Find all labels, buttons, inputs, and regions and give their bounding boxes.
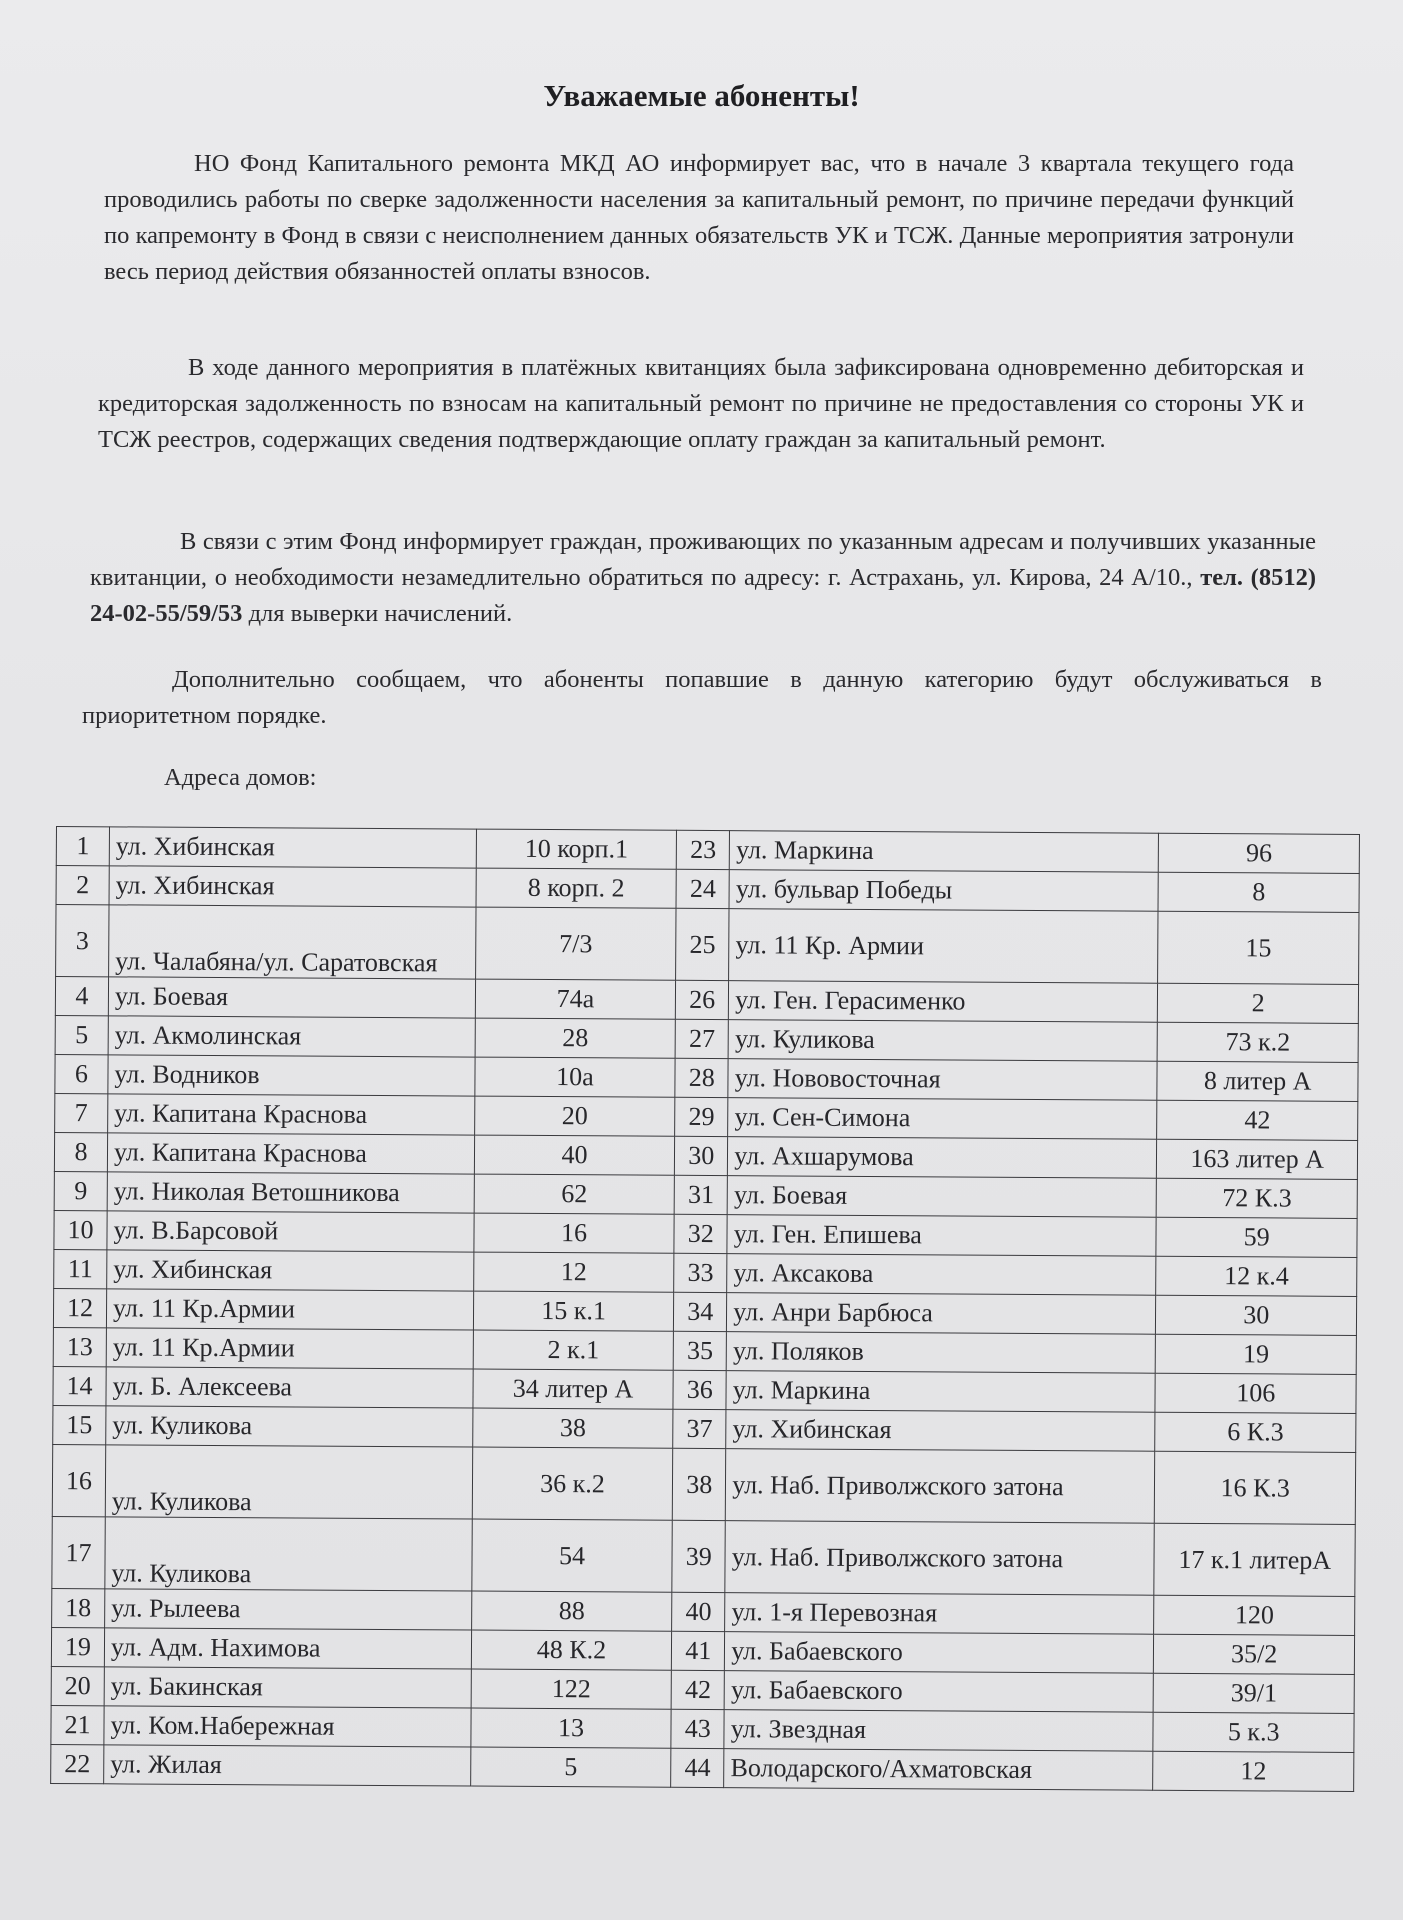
street-name: Володарского/Ахматовская (724, 1749, 1153, 1791)
row-number: 16 (52, 1444, 105, 1516)
street-name: ул. Маркина (730, 831, 1159, 873)
street-name: ул. Сен-Симона (728, 1098, 1157, 1140)
paragraph-1-text: НО Фонд Капитального ремонта МКД АО информирует вас, что в начале 3 квартала текущего года проводились работы по сверке задолженности населения за капитальный ремонт, по причине передачи функций по капремонту в Фонд в связи с неисполнением данных обязательств УК и ТСЖ. Данные мероприятия затронули весь период действия обязанностей оплаты взносов. (104, 150, 1294, 285)
row-number: 12 (53, 1288, 106, 1327)
house-number: 120 (1154, 1595, 1355, 1635)
row-number: 18 (52, 1588, 105, 1627)
row-number: 35 (673, 1331, 726, 1370)
street-name: ул. Чалабяна/ул. Саратовская (109, 905, 476, 979)
house-number: 72 К.3 (1157, 1178, 1358, 1218)
house-number: 122 (471, 1669, 672, 1709)
house-number: 8 корп. 2 (476, 868, 677, 908)
row-number: 19 (51, 1627, 104, 1666)
house-number: 38 (472, 1408, 673, 1448)
row-number: 24 (676, 869, 729, 908)
house-number: 2 (1158, 983, 1359, 1023)
street-name: ул. Хибинская (109, 866, 476, 907)
paragraph-2 (98, 350, 1304, 458)
street-name: ул. Хибинская (107, 1250, 474, 1291)
row-number: 44 (671, 1748, 724, 1787)
house-number: 5 (470, 1747, 671, 1787)
street-name: ул. Б. Алексеева (106, 1367, 473, 1408)
street-name: ул. Жилая (104, 1745, 471, 1786)
street-name: ул. 11 Кр. Армии (729, 909, 1159, 984)
house-number: 62 (474, 1174, 675, 1214)
row-number: 34 (674, 1292, 727, 1331)
street-name: ул. Бабаевского (725, 1632, 1154, 1674)
row-number: 1 (56, 827, 109, 866)
row-number: 13 (53, 1327, 106, 1366)
row-number: 23 (677, 830, 730, 869)
street-name: ул. Ахшарумова (728, 1137, 1157, 1179)
paragraph-4-text: Дополнительно сообщаем, что абоненты попавшие в данную категорию будут обслуживаться в приоритетном порядке. (82, 666, 1322, 729)
street-name: ул. Хибинская (726, 1410, 1155, 1452)
row-number: 2 (56, 866, 109, 905)
row-number: 40 (672, 1592, 725, 1631)
house-number: 88 (471, 1591, 672, 1631)
row-number: 3 (56, 905, 109, 977)
house-number: 6 К.3 (1155, 1412, 1356, 1452)
house-number: 12 к.4 (1156, 1256, 1357, 1296)
house-number: 15 (1158, 911, 1359, 984)
row-number: 4 (55, 977, 108, 1016)
row-number: 36 (673, 1370, 726, 1409)
house-number: 40 (474, 1135, 675, 1175)
street-name: ул. Наб. Приволжского затона (725, 1521, 1155, 1596)
street-name: ул. Маркина (726, 1371, 1155, 1413)
house-number: 96 (1159, 833, 1360, 873)
row-number: 9 (54, 1171, 107, 1210)
paragraph-1 (104, 146, 1294, 290)
notice-title: Уважаемые абоненты! (543, 78, 860, 113)
house-number: 7/3 (475, 907, 676, 980)
street-name: ул. Ген. Епишева (727, 1215, 1156, 1257)
addresses-table (50, 826, 1360, 1792)
house-number: 13 (471, 1708, 672, 1748)
house-number: 8 литер А (1157, 1061, 1358, 1101)
paragraph-3-text: В связи с этим Фонд информирует граждан, проживающих по указанным адресам и получивших указанные квитанции, о необходимости незамедлительно обратиться по адресу: г. Астрахань, ул. Кирова, 24 А/10., (90, 528, 1316, 591)
street-name: ул. Адм. Нахимова (104, 1628, 471, 1669)
house-number: 34 литер А (473, 1369, 674, 1409)
street-name: ул. Звездная (724, 1710, 1153, 1752)
house-number: 30 (1156, 1295, 1357, 1335)
row-number: 30 (675, 1136, 728, 1175)
street-name: ул. Боевая (727, 1176, 1156, 1218)
house-number: 39/1 (1154, 1673, 1355, 1713)
house-number: 12 (1153, 1751, 1354, 1791)
table-row (56, 905, 1359, 985)
row-number: 17 (52, 1516, 105, 1588)
row-number: 10 (54, 1210, 107, 1249)
street-name: ул. Ком.Набережная (104, 1706, 471, 1747)
house-number: 10а (475, 1057, 676, 1097)
table-row (52, 1444, 1355, 1524)
row-number: 26 (676, 980, 729, 1019)
house-number: 17 к.1 литерА (1154, 1523, 1355, 1596)
street-name: ул. Анри Барбюса (727, 1293, 1156, 1335)
house-number: 12 (473, 1252, 674, 1292)
house-number: 35/2 (1154, 1634, 1355, 1674)
row-number: 37 (673, 1409, 726, 1448)
row-number: 39 (672, 1520, 725, 1592)
paragraph-3-tail: для выверки начислений. (248, 600, 513, 627)
street-name: ул. Ген. Герасименко (729, 981, 1158, 1023)
house-number: 73 к.2 (1157, 1022, 1358, 1062)
street-name: ул. Куликова (105, 1445, 472, 1519)
row-number: 29 (675, 1097, 728, 1136)
street-name: ул. Наб. Приволжского затона (726, 1449, 1156, 1524)
house-number: 16 (474, 1213, 675, 1253)
row-number: 43 (671, 1709, 724, 1748)
addresses-label: Адреса домов: (164, 764, 317, 791)
street-name: ул. 1-я Перевозная (725, 1593, 1154, 1635)
house-number: 28 (475, 1018, 676, 1058)
street-name: ул. Акмолинская (108, 1016, 475, 1057)
row-number: 14 (53, 1366, 106, 1405)
house-number: 54 (472, 1519, 673, 1592)
street-name: ул. Капитана Краснова (108, 1094, 475, 1135)
house-number: 106 (1155, 1373, 1356, 1413)
row-number: 11 (54, 1249, 107, 1288)
row-number: 22 (51, 1744, 104, 1783)
row-number: 25 (676, 908, 729, 980)
street-name: ул. В.Барсовой (107, 1211, 474, 1252)
street-name: ул. 11 Кр.Армии (106, 1289, 473, 1330)
house-number: 16 К.3 (1155, 1451, 1356, 1524)
street-name: ул. Николая Ветошникова (107, 1172, 474, 1213)
street-name: ул. 11 Кр.Армии (106, 1328, 473, 1369)
house-number: 2 к.1 (473, 1330, 674, 1370)
row-number: 41 (672, 1631, 725, 1670)
row-number: 5 (55, 1015, 108, 1054)
table-row (51, 1744, 1354, 1791)
street-name: ул. Нововосточная (728, 1059, 1157, 1101)
house-number: 20 (474, 1096, 675, 1136)
row-number: 28 (675, 1058, 728, 1097)
street-name: ул. Аксакова (727, 1254, 1156, 1296)
street-name: ул. Водников (108, 1055, 475, 1096)
row-number: 27 (675, 1019, 728, 1058)
row-number: 20 (51, 1666, 104, 1705)
house-number: 10 корп.1 (476, 829, 677, 869)
street-name: ул. Капитана Краснова (107, 1133, 474, 1174)
row-number: 15 (53, 1405, 106, 1444)
house-number: 15 к.1 (473, 1291, 674, 1331)
street-name: ул. Хибинская (109, 827, 476, 868)
street-name: ул. Куликова (728, 1020, 1157, 1062)
row-number: 8 (54, 1132, 107, 1171)
table-row (52, 1516, 1355, 1596)
row-number: 31 (674, 1175, 727, 1214)
street-name: ул. Поляков (726, 1332, 1155, 1374)
street-name: ул. Рылеева (105, 1589, 472, 1630)
street-name: ул. бульвар Победы (729, 870, 1158, 912)
house-number: 36 к.2 (472, 1447, 673, 1520)
house-number: 74а (475, 979, 676, 1019)
street-name: ул. Куликова (105, 1517, 472, 1591)
street-name: ул. Куликова (106, 1406, 473, 1447)
row-number: 7 (55, 1093, 108, 1132)
paragraph-2-text: В ходе данного мероприятия в платёжных квитанциях была зафиксирована одновременно дебиторская и кредиторская задолженность по взносам на капитальный ремонт по причине не предоставления со стороны УК и ТСЖ реестров, содержащих сведения подтверждающие оплату граждан за капитальный ремонт. (98, 354, 1304, 453)
row-number: 38 (673, 1448, 726, 1520)
paragraph-3 (90, 524, 1316, 632)
house-number: 163 литер А (1157, 1139, 1358, 1179)
paragraph-4 (82, 662, 1322, 734)
street-name: ул. Бакинская (104, 1667, 471, 1708)
row-number: 32 (674, 1214, 727, 1253)
row-number: 33 (674, 1253, 727, 1292)
house-number: 5 к.3 (1153, 1712, 1354, 1752)
house-number: 48 К.2 (471, 1630, 672, 1670)
street-name: ул. Боевая (108, 977, 475, 1018)
row-number: 42 (671, 1670, 724, 1709)
street-name: ул. Бабаевского (724, 1671, 1153, 1713)
phone-number: тел. (8512) 24-02-55/59/53 (90, 564, 1316, 627)
house-number: 42 (1157, 1100, 1358, 1140)
house-number: 19 (1156, 1334, 1357, 1374)
house-number: 8 (1158, 872, 1359, 912)
row-number: 21 (51, 1705, 104, 1744)
house-number: 59 (1156, 1217, 1357, 1257)
row-number: 6 (55, 1054, 108, 1093)
